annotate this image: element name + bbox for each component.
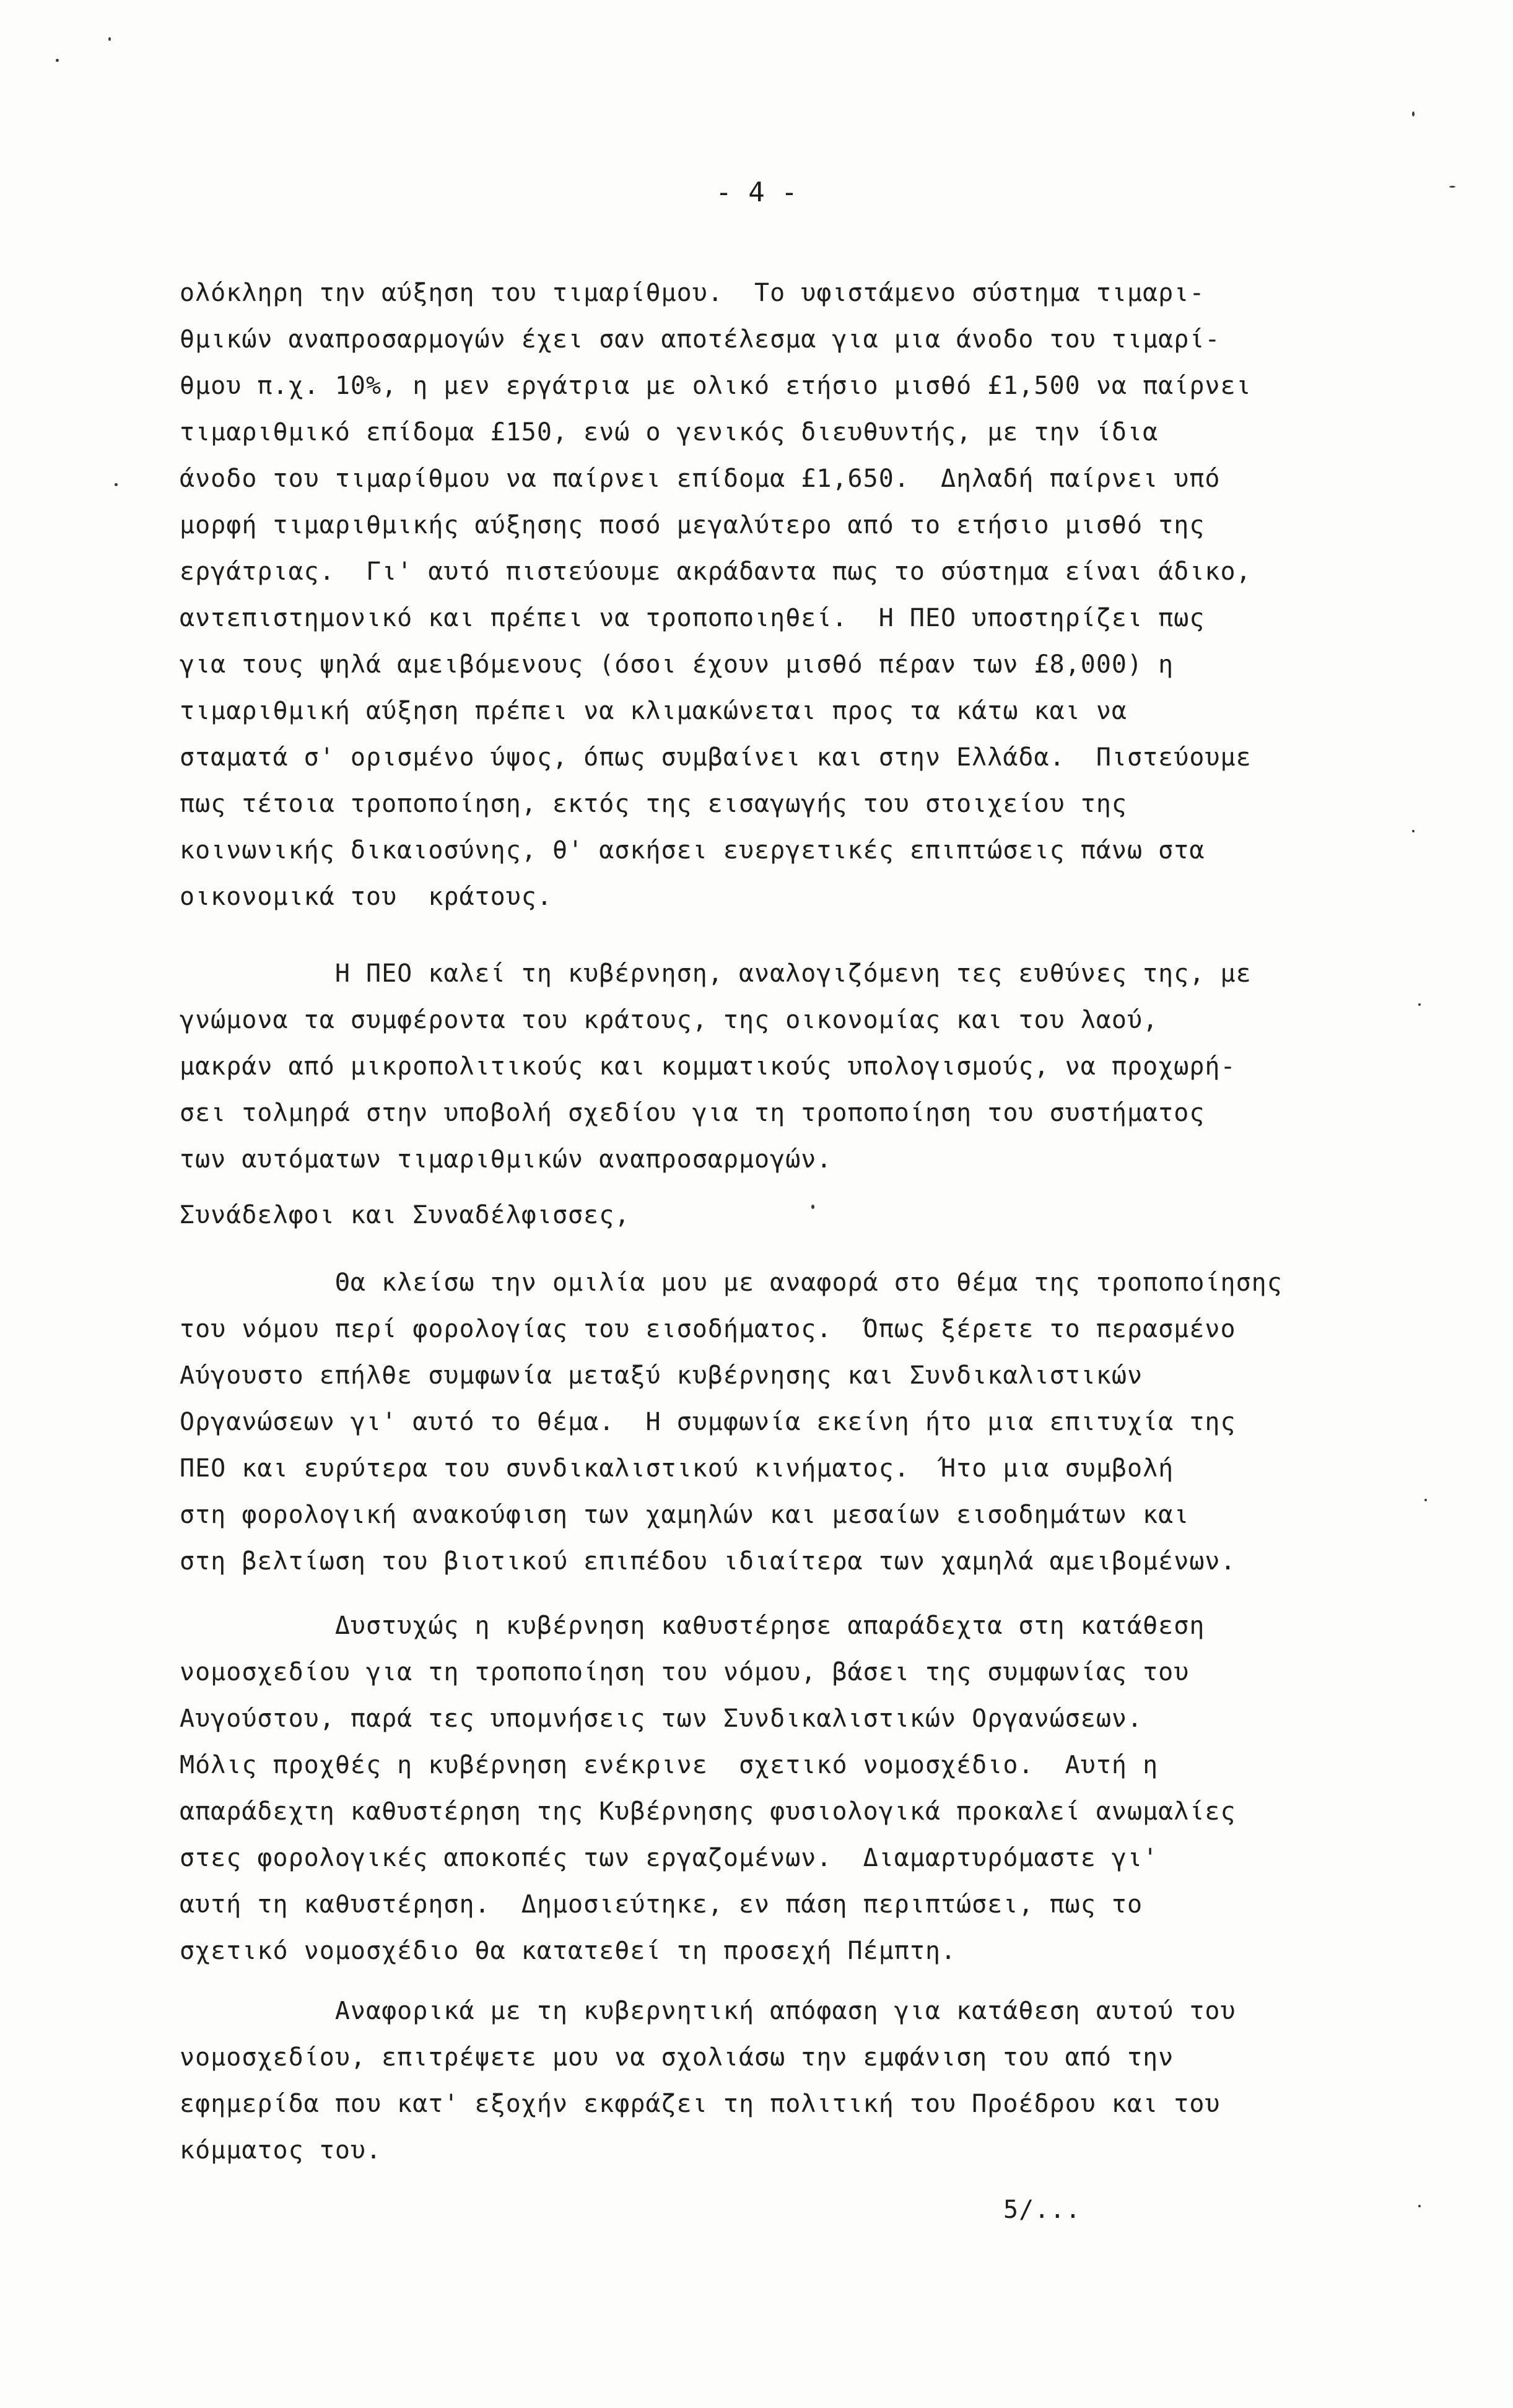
- text-line: Οργανώσεων γι' αυτό το θέμα. Η συμφωνία εκείνη ήτο μια επιτυχία της: [180, 1408, 1236, 1436]
- text-line: Μόλις προχθές η κυβέρνηση ενέκρινε σχετικό νομοσχέδιο. Αυτή η: [180, 1751, 1159, 1779]
- paragraph-2: [180, 951, 1252, 1183]
- paragraph-3: [180, 1260, 1283, 1585]
- scan-speck: [1412, 111, 1415, 116]
- text-line: τιμαριθμική αύξηση πρέπει να κλιμακώνεται προς τα κάτω και να: [180, 697, 1128, 725]
- text-line: οικονομικά του κράτους.: [180, 883, 552, 911]
- text-line: αντεπιστημονικό και πρέπει να τροποποιηθεί. Η ΠΕΟ υποστηρίζει πως: [180, 604, 1205, 632]
- scan-speck: [1412, 830, 1415, 832]
- salutation: [180, 1192, 630, 1239]
- scan-speck: [1449, 186, 1455, 188]
- text-line: για τους ψηλά αμειβόμενους (όσοι έχουν μισθό πέραν των £8,000) η: [180, 650, 1174, 679]
- text-line: κόμματος του.: [180, 2136, 382, 2165]
- text-line: πως τέτοια τροποποίηση, εκτός της εισαγωγής του στοιχείου της: [180, 790, 1128, 818]
- text-line: θμικών αναπροσαρμογών έχει σαν αποτέλεσμα για μια άνοδο του τιμαρί-: [180, 325, 1221, 354]
- text-line: του νόμου περί φορολογίας του εισοδήματος. Όπως ξέρετε το περασμένο: [180, 1315, 1236, 1343]
- text-line: σχετικό νομοσχέδιο θα κατατεθεί τη προσεχή Πέμπτη.: [180, 1937, 957, 1965]
- scan-speck: [1424, 1499, 1427, 1501]
- text-line: σταματά σ' ορισμένο ύψος, όπως συμβαίνει και στην Ελλάδα. Πιστεύουμε: [180, 743, 1252, 772]
- text-line: Αύγουστο επήλθε συμφωνία μεταξύ κυβέρνησης και Συνδικαλιστικών: [180, 1361, 1143, 1390]
- text-line: στη φορολογική ανακούφιση των χαμηλών και μεσαίων εισοδημάτων και: [180, 1501, 1190, 1529]
- text-line: ολόκληρη την αύξηση του τιμαρίθμου. Το υφιστάμενο σύστημα τιμαρι-: [180, 279, 1205, 307]
- continuation-marker: 5/...: [1003, 2196, 1081, 2224]
- text-line: γνώμονα τα συμφέροντα του κράτους, της οικονομίας και του λαού,: [180, 1006, 1159, 1034]
- scan-speck: [1418, 1003, 1421, 1006]
- scan-speck: [115, 483, 118, 486]
- text-line: νομοσχεδίου για τη τροποποίηση του νόμου, βάσει της συμφωνίας του: [180, 1658, 1190, 1686]
- text-line: κοινωνικής δικαιοσύνης, θ' ασκήσει ευεργετικές επιπτώσεις πάνω στα: [180, 836, 1205, 865]
- paragraph-5: [180, 1988, 1236, 2174]
- text-line: σει τολμηρά στην υποβολή σχεδίου για τη τροποποίηση του συστήματος: [180, 1099, 1205, 1127]
- text-line: Δυστυχώς η κυβέρνηση καθυστέρησε απαράδεχτα στη κατάθεση: [180, 1612, 1205, 1640]
- text-line: Θα κλείσω την ομιλία μου με αναφορά στο θέμα της τροποποίησης: [180, 1268, 1283, 1297]
- text-line: στες φορολογικές αποκοπές των εργαζομένων. Διαμαρτυρόμαστε γι': [180, 1844, 1159, 1872]
- text-line: θμου π.χ. 10%, η μεν εργάτρια με ολικό ετήσιο μισθό £1,500 να παίρνει: [180, 372, 1252, 400]
- text-line: απαράδεχτη καθυστέρηση της Κυβέρνησης φυσιολογικά προκαλεί ανωμαλίες: [180, 1797, 1236, 1826]
- text-line: άνοδο του τιμαρίθμου να παίρνει επίδομα £1,650. Δηλαδή παίρνει υπό: [180, 465, 1221, 493]
- paragraph-1: [180, 270, 1252, 920]
- text-line: αυτή τη καθυστέρηση. Δημοσιεύτηκε, εν πάση περιπτώσει, πως το: [180, 1890, 1143, 1919]
- text-line: εφημερίδα που κατ' εξοχήν εκφράζει τη πολιτική του Προέδρου και του: [180, 2090, 1221, 2118]
- text-line: στη βελτίωση του βιοτικού επιπέδου ιδιαίτερα των χαμηλά αμειβομένων.: [180, 1547, 1236, 1576]
- text-line: Συνάδελφοι και Συναδέλφισσες,: [180, 1201, 630, 1229]
- text-line: εργάτριας. Γι' αυτό πιστεύουμε ακράδαντα πως το σύστημα είναι άδικο,: [180, 557, 1252, 586]
- text-line: νομοσχεδίου, επιτρέψετε μου να σχολιάσω την εμφάνιση του από την: [180, 2043, 1174, 2072]
- text-line: των αυτόματων τιμαριθμικών αναπροσαρμογών.: [180, 1145, 832, 1174]
- text-line: μορφή τιμαριθμικής αύξησης ποσό μεγαλύτερο από το ετήσιο μισθό της: [180, 511, 1205, 539]
- scan-speck: [56, 59, 59, 62]
- scan-speck: [811, 1205, 814, 1209]
- text-line: Η ΠΕΟ καλεί τη κυβέρνηση, αναλογιζόμενη τες ευθύνες της, με: [180, 959, 1252, 988]
- paragraph-4: [180, 1603, 1236, 1974]
- text-line: τιμαριθμικό επίδομα £150, ενώ ο γενικός διευθυντής, με την ίδια: [180, 418, 1159, 447]
- text-line: ΠΕΟ και ευρύτερα του συνδικαλιστικού κινήματος. Ήτο μια συμβολή: [180, 1454, 1174, 1483]
- page-number: - 4 -: [715, 177, 798, 208]
- scan-speck: [1418, 2205, 1421, 2207]
- text-line: Αυγούστου, παρά τες υπομνήσεις των Συνδικαλιστικών Οργανώσεων.: [180, 1704, 1143, 1733]
- text-line: μακράν από μικροπολιτικούς και κομματικούς υπολογισμούς, να προχωρή-: [180, 1052, 1236, 1081]
- text-line: Αναφορικά με τη κυβερνητική απόφαση για κατάθεση αυτού του: [180, 1997, 1236, 2025]
- scan-speck: [108, 37, 111, 41]
